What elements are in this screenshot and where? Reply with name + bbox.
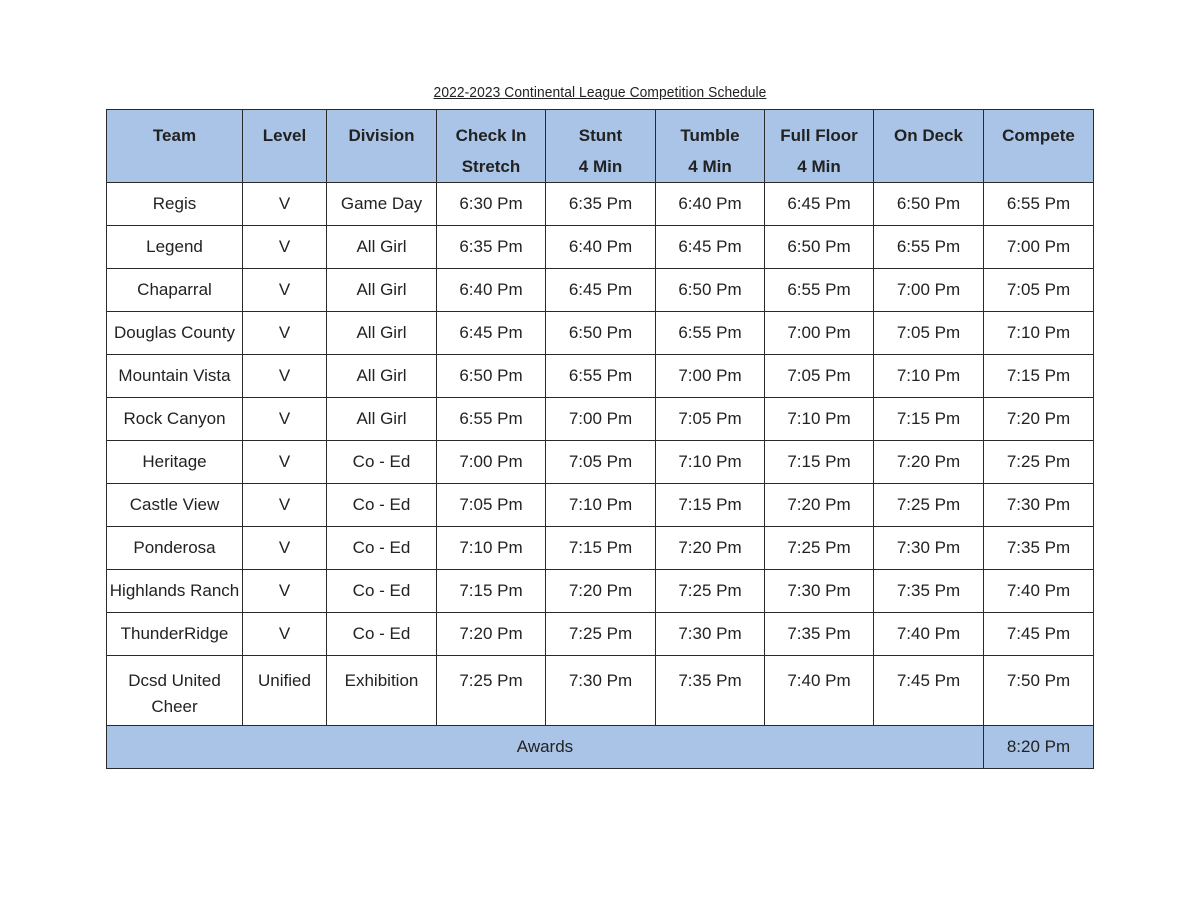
- table-row: [107, 183, 1094, 226]
- cell-stunt: 6:35 Pm: [546, 183, 656, 226]
- column-header-line: Division: [348, 126, 415, 145]
- cell-compete: 7:15 Pm: [984, 355, 1094, 398]
- cell-team: Mountain Vista: [107, 355, 243, 398]
- cell-division: All Girl: [327, 355, 437, 398]
- cell-team: Douglas County: [107, 312, 243, 355]
- column-header-line: Full Floor: [780, 126, 858, 145]
- cell-on-deck: 7:20 Pm: [874, 441, 984, 484]
- table-row: [107, 484, 1094, 527]
- cell-tumble: 7:00 Pm: [656, 355, 765, 398]
- table-row: [107, 355, 1094, 398]
- cell-division: Co - Ed: [327, 570, 437, 613]
- cell-level: V: [243, 527, 327, 570]
- cell-stunt: 7:15 Pm: [546, 527, 656, 570]
- cell-on-deck: 7:05 Pm: [874, 312, 984, 355]
- cell-team: ThunderRidge: [107, 613, 243, 656]
- cell-full-floor: 7:00 Pm: [765, 312, 874, 355]
- cell-tumble: 7:25 Pm: [656, 570, 765, 613]
- column-header-line: 4 Min: [797, 157, 841, 176]
- column-header-full-floor: [765, 110, 874, 183]
- schedule-table: [106, 109, 1094, 769]
- table-row: [107, 527, 1094, 570]
- cell-on-deck: 7:25 Pm: [874, 484, 984, 527]
- cell-check-in-stretch: 6:50 Pm: [437, 355, 546, 398]
- cell-on-deck: 6:55 Pm: [874, 226, 984, 269]
- cell-level: V: [243, 312, 327, 355]
- cell-tumble: 6:55 Pm: [656, 312, 765, 355]
- cell-on-deck: 7:15 Pm: [874, 398, 984, 441]
- table-row: [107, 613, 1094, 656]
- column-header-line: Team: [152, 126, 197, 145]
- table-row: [107, 398, 1094, 441]
- cell-full-floor: 7:35 Pm: [765, 613, 874, 656]
- cell-on-deck: 7:35 Pm: [874, 570, 984, 613]
- cell-check-in-stretch: 7:15 Pm: [437, 570, 546, 613]
- cell-on-deck: 7:40 Pm: [874, 613, 984, 656]
- cell-stunt: 7:20 Pm: [546, 570, 656, 613]
- table-row: [107, 226, 1094, 269]
- cell-level: V: [243, 183, 327, 226]
- cell-level: Unified: [243, 656, 327, 726]
- cell-compete: 7:20 Pm: [984, 398, 1094, 441]
- cell-on-deck: 7:10 Pm: [874, 355, 984, 398]
- cell-team: Castle View: [107, 484, 243, 527]
- column-header-tumble: [656, 110, 765, 183]
- cell-level: V: [243, 613, 327, 656]
- cell-full-floor: 7:05 Pm: [765, 355, 874, 398]
- cell-check-in-stretch: 6:30 Pm: [437, 183, 546, 226]
- cell-check-in-stretch: 6:45 Pm: [437, 312, 546, 355]
- column-header-line: 4 Min: [578, 157, 623, 176]
- cell-full-floor: 7:30 Pm: [765, 570, 874, 613]
- cell-compete: 7:50 Pm: [984, 656, 1094, 726]
- cell-compete: 7:00 Pm: [984, 226, 1094, 269]
- cell-tumble: 7:20 Pm: [656, 527, 765, 570]
- cell-check-in-stretch: 6:35 Pm: [437, 226, 546, 269]
- cell-division: Co - Ed: [327, 484, 437, 527]
- column-header-line: Stretch: [461, 157, 521, 176]
- column-header-line: 4 Min: [688, 157, 732, 176]
- cell-full-floor: 7:10 Pm: [765, 398, 874, 441]
- awards-time: 8:20 Pm: [984, 726, 1094, 769]
- cell-stunt: 6:55 Pm: [546, 355, 656, 398]
- cell-check-in-stretch: 7:10 Pm: [437, 527, 546, 570]
- cell-on-deck: 7:00 Pm: [874, 269, 984, 312]
- column-header-on-deck: [874, 110, 984, 183]
- cell-tumble: 6:45 Pm: [656, 226, 765, 269]
- cell-compete: 6:55 Pm: [984, 183, 1094, 226]
- cell-tumble: 7:15 Pm: [656, 484, 765, 527]
- cell-full-floor: 7:20 Pm: [765, 484, 874, 527]
- cell-full-floor: 7:15 Pm: [765, 441, 874, 484]
- cell-division: Exhibition: [327, 656, 437, 726]
- awards-row: [107, 726, 1094, 769]
- cell-compete: 7:25 Pm: [984, 441, 1094, 484]
- cell-check-in-stretch: 6:40 Pm: [437, 269, 546, 312]
- cell-division: All Girl: [327, 398, 437, 441]
- cell-tumble: 7:35 Pm: [656, 656, 765, 726]
- cell-compete: 7:35 Pm: [984, 527, 1094, 570]
- cell-full-floor: 7:25 Pm: [765, 527, 874, 570]
- column-header-level: [243, 110, 327, 183]
- cell-level: V: [243, 484, 327, 527]
- column-header-line: Tumble: [680, 126, 740, 145]
- cell-check-in-stretch: 6:55 Pm: [437, 398, 546, 441]
- cell-level: V: [243, 570, 327, 613]
- column-header-line: Check In: [455, 126, 527, 145]
- column-header-line: On Deck: [894, 126, 963, 145]
- column-header-line: Level: [262, 126, 307, 145]
- cell-team: Regis: [107, 183, 243, 226]
- column-header-line: Stunt: [578, 126, 623, 145]
- cell-division: Game Day: [327, 183, 437, 226]
- cell-team: Heritage: [107, 441, 243, 484]
- cell-stunt: 6:45 Pm: [546, 269, 656, 312]
- column-header-stunt: [546, 110, 656, 183]
- cell-check-in-stretch: 7:00 Pm: [437, 441, 546, 484]
- cell-level: V: [243, 398, 327, 441]
- cell-stunt: 7:25 Pm: [546, 613, 656, 656]
- cell-team: Chaparral: [107, 269, 243, 312]
- cell-level: V: [243, 355, 327, 398]
- cell-team: Highlands Ranch: [107, 570, 243, 613]
- cell-stunt: 7:30 Pm: [546, 656, 656, 726]
- column-header-compete: [984, 110, 1094, 183]
- cell-full-floor: 6:50 Pm: [765, 226, 874, 269]
- cell-full-floor: 7:40 Pm: [765, 656, 874, 726]
- cell-compete: 7:05 Pm: [984, 269, 1094, 312]
- cell-stunt: 7:05 Pm: [546, 441, 656, 484]
- column-header-line: Compete: [1002, 126, 1075, 145]
- cell-compete: 7:40 Pm: [984, 570, 1094, 613]
- cell-stunt: 6:50 Pm: [546, 312, 656, 355]
- column-header-check-in-stretch: [437, 110, 546, 183]
- cell-level: V: [243, 226, 327, 269]
- table-row: [107, 441, 1094, 484]
- cell-check-in-stretch: 7:20 Pm: [437, 613, 546, 656]
- cell-tumble: 6:40 Pm: [656, 183, 765, 226]
- cell-level: V: [243, 269, 327, 312]
- cell-compete: 7:30 Pm: [984, 484, 1094, 527]
- table-row: [107, 312, 1094, 355]
- cell-full-floor: 6:55 Pm: [765, 269, 874, 312]
- cell-compete: 7:10 Pm: [984, 312, 1094, 355]
- table-row: [107, 269, 1094, 312]
- cell-on-deck: 7:45 Pm: [874, 656, 984, 726]
- cell-full-floor: 6:45 Pm: [765, 183, 874, 226]
- column-header-division: [327, 110, 437, 183]
- cell-stunt: 7:00 Pm: [546, 398, 656, 441]
- cell-division: All Girl: [327, 269, 437, 312]
- cell-team: Dcsd United Cheer: [107, 656, 243, 726]
- cell-stunt: 6:40 Pm: [546, 226, 656, 269]
- cell-check-in-stretch: 7:25 Pm: [437, 656, 546, 726]
- table-row: [107, 656, 1094, 726]
- cell-division: All Girl: [327, 312, 437, 355]
- cell-level: V: [243, 441, 327, 484]
- cell-division: Co - Ed: [327, 527, 437, 570]
- cell-division: Co - Ed: [327, 441, 437, 484]
- table-body: [107, 183, 1094, 726]
- cell-stunt: 7:10 Pm: [546, 484, 656, 527]
- cell-tumble: 7:10 Pm: [656, 441, 765, 484]
- cell-division: Co - Ed: [327, 613, 437, 656]
- cell-division: All Girl: [327, 226, 437, 269]
- cell-tumble: 7:30 Pm: [656, 613, 765, 656]
- cell-team: Ponderosa: [107, 527, 243, 570]
- cell-compete: 7:45 Pm: [984, 613, 1094, 656]
- cell-tumble: 6:50 Pm: [656, 269, 765, 312]
- cell-check-in-stretch: 7:05 Pm: [437, 484, 546, 527]
- cell-team: Legend: [107, 226, 243, 269]
- cell-on-deck: 7:30 Pm: [874, 527, 984, 570]
- cell-on-deck: 6:50 Pm: [874, 183, 984, 226]
- awards-label: Awards: [107, 726, 984, 769]
- cell-tumble: 7:05 Pm: [656, 398, 765, 441]
- document-title: 2022-2023 Continental League Competition Schedule: [433, 84, 767, 101]
- cell-team: Rock Canyon: [107, 398, 243, 441]
- header-row: [107, 110, 1094, 183]
- table-row: [107, 570, 1094, 613]
- column-header-team: [107, 110, 243, 183]
